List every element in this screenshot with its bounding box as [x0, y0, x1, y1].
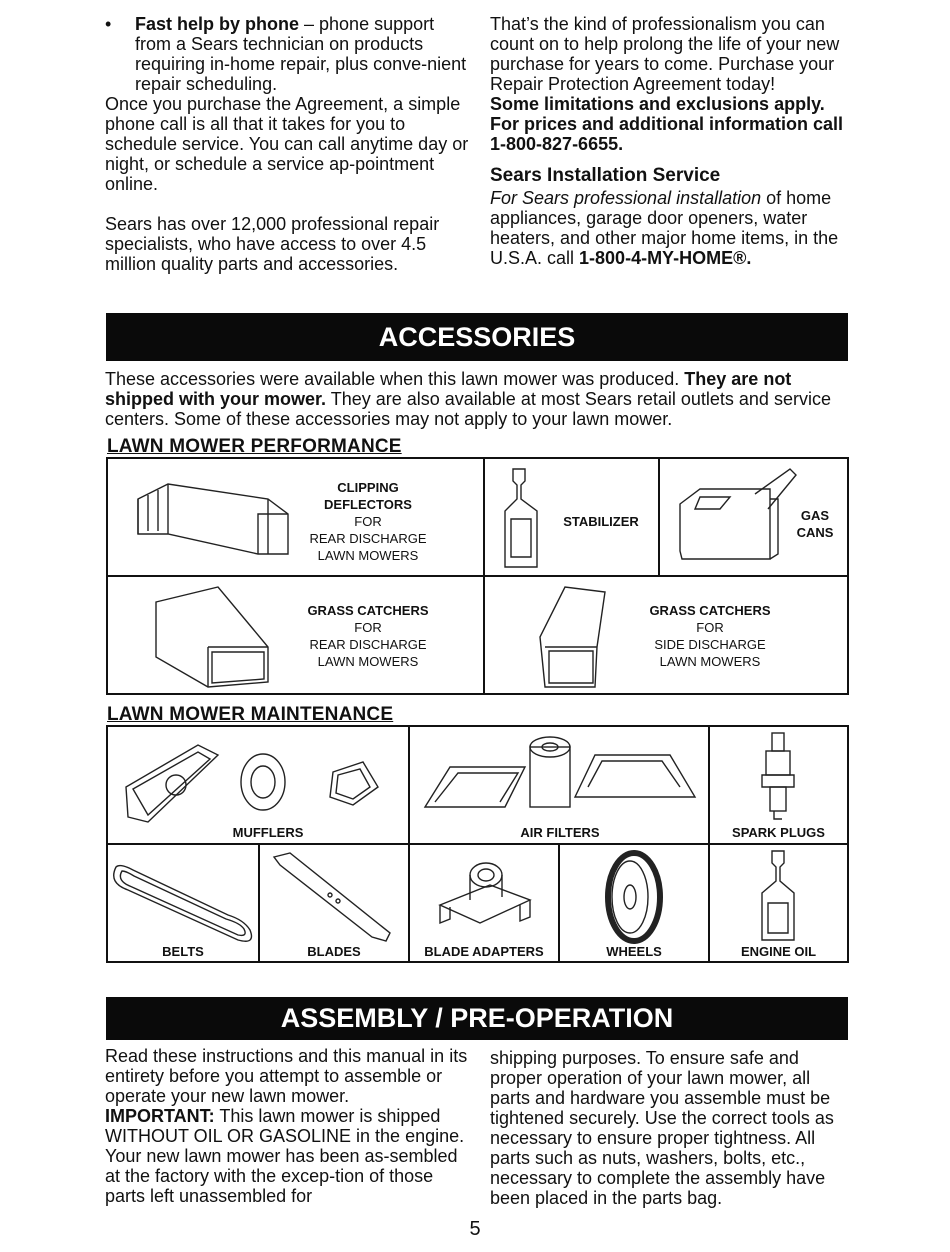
maintenance-grid: [106, 725, 849, 963]
gas-cans-label-1: GAS: [800, 508, 830, 523]
bullet-fast-help: [105, 14, 475, 94]
clipping-label-2: DEFLECTORS: [324, 497, 412, 512]
assembly-important-para: [105, 1106, 475, 1146]
assembly-left-para-1: Read these instructions and this manual in its entirety before you attempt to assemble or operate your new lawn mower.: [105, 1046, 468, 1106]
install-text: of home appliances, garage door openers, water heaters, and other major home items, in the U.S.A. call: [490, 188, 839, 268]
accessories-intro-bold: They are not shipped with your mower.: [105, 369, 792, 409]
grass-catchers-side-cell: [485, 577, 847, 693]
assembly-right-para: shipping purposes. To ensure safe and proper operation of your lawn mower, all parts and hardware you assemble must be tightened securely. Use the correct tools as necessary to ensure proper tightness. All parts such as nuts, washers, bolts, etc., necessary to complete the assembly have been placed in the parts bag.: [490, 1048, 834, 1208]
maintenance-heading: LAWN MOWER MAINTENANCE: [107, 704, 394, 725]
wheels-cell: [560, 845, 708, 961]
blades-cell: [260, 845, 408, 961]
assembly-left-column: [105, 1046, 475, 1206]
bullet-heading: Fast help by phone: [135, 14, 300, 34]
belts-label: BELTS: [162, 944, 204, 959]
bullet-dot: •: [105, 14, 112, 34]
stabilizer-label: STABILIZER: [563, 514, 639, 529]
blades-label: BLADES: [307, 944, 361, 959]
mufflers-label: MUFFLERS: [232, 825, 304, 840]
gas-cans-cell: [660, 459, 847, 575]
intro-right-bold: Some limitations and exclusions apply. For prices and additional information call 1-800-827-6655.: [490, 94, 844, 154]
clipping-label-3: FOR: [354, 514, 382, 529]
assembly-banner: ASSEMBLY / PRE-OPERATION: [106, 997, 848, 1040]
accessories-intro-tail: They are also available at most Sears retail outlets and service centers. Some of these accessories may not apply to your lawn mower.: [105, 389, 831, 429]
clipping-label-4: REAR DISCHARGE: [309, 531, 427, 546]
grass-rear-label-3: REAR DISCHARGE: [309, 637, 427, 652]
performance-grid: [106, 457, 849, 695]
engine-oil-cell: [710, 845, 847, 961]
bullet-text: – phone support from a Sears technician on products requiring in-home repair, plus conve-nient repair scheduling.: [135, 14, 467, 94]
intro-right-para: That’s the kind of professionalism you can count on to help prolong the life of your new purchase for years to come. Purchase your Repair Protection Agreement today!: [490, 14, 840, 94]
intro-left-column: [105, 14, 475, 274]
clipping-deflectors-cell: [108, 459, 483, 575]
blade-adapters-cell: [410, 845, 558, 961]
important-label: IMPORTANT:: [105, 1106, 215, 1126]
install-italic: For Sears professional installation: [490, 188, 762, 208]
important-text: This lawn mower is shipped WITHOUT OIL OR GASOLINE in the engine.: [105, 1106, 465, 1146]
grass-rear-label-2: FOR: [354, 620, 382, 635]
stabilizer-cell: [485, 459, 658, 575]
accessories-banner: ACCESSORIES: [106, 313, 848, 361]
install-phone: 1-800-4-MY-HOME®.: [579, 248, 752, 268]
install-heading: Sears Installation Service: [490, 165, 721, 186]
grass-side-label-3: SIDE DISCHARGE: [654, 637, 766, 652]
blade-adapters-label: BLADE ADAPTERS: [424, 944, 544, 959]
spark-plugs-label: SPARK PLUGS: [732, 825, 825, 840]
air-filters-label: AIR FILTERS: [520, 825, 600, 840]
grass-rear-label-4: LAWN MOWERS: [317, 654, 419, 669]
clipping-label-1: CLIPPING: [337, 480, 399, 495]
grass-catchers-rear-cell: [108, 577, 483, 693]
belts-cell: [108, 845, 258, 961]
wheels-label: WHEELS: [606, 944, 662, 959]
intro-right-column: [490, 14, 855, 268]
accessories-intro-text: These accessories were available when this lawn mower was produced.: [105, 369, 685, 389]
mufflers-cell: [108, 727, 408, 843]
intro-para-1: Once you purchase the Agreement, a simple phone call is all that it takes for you to schedule service. You can call anytime day or night, or schedule a service ap-pointment online.: [105, 94, 469, 194]
performance-heading: LAWN MOWER PERFORMANCE: [107, 436, 402, 457]
page-number: 5: [469, 1218, 481, 1240]
spark-plugs-cell: [710, 727, 847, 843]
accessories-intro: [105, 369, 850, 429]
grass-rear-label-1: GRASS CATCHERS: [307, 603, 429, 618]
assembly-right-column: [490, 1048, 855, 1208]
intro-para-2: Sears has over 12,000 professional repair specialists, who have access to over 4.5 million quality parts and accessories.: [105, 214, 440, 274]
air-filters-cell: [410, 727, 708, 843]
install-para: [490, 188, 855, 268]
clipping-label-5: LAWN MOWERS: [317, 548, 419, 563]
assembly-left-para-3: Your new lawn mower has been as-sembled at the factory with the excep-tion of those parts left unassembled for: [105, 1146, 458, 1206]
grass-side-label-4: LAWN MOWERS: [659, 654, 761, 669]
grass-side-label-2: FOR: [696, 620, 724, 635]
grass-side-label-1: GRASS CATCHERS: [649, 603, 771, 618]
engine-oil-label: ENGINE OIL: [740, 944, 817, 959]
gas-cans-label-2: CANS: [796, 525, 834, 540]
